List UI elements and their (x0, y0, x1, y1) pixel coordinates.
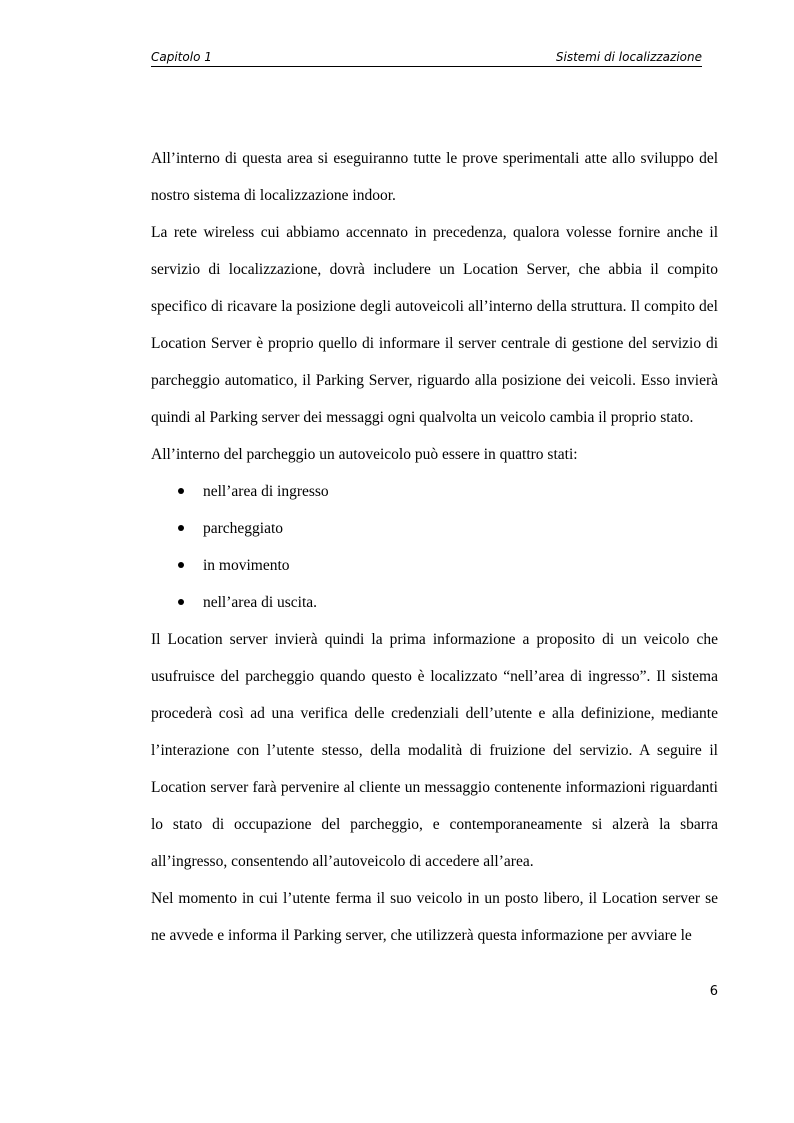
paragraph-4: Il Location server invierà quindi la prima informazione a proposito di un veicolo che usufruisce del parcheggio quando questo è localizzato “nell’area di ingresso”. Il sistema procederà così ad una verifica delle credenziali dell’utente e alla definizione, mediante l’interazione con l’utente stesso, della modalità di fruizione del servizio. A seguire il Location server farà pervenire al cliente un messaggio contenente informazioni riguardanti lo stato di occupazione del parcheggio, e contemporaneamente si alzerà la sbarra all’ingresso, consentendo all’autoveicolo di accedere all’area. (151, 631, 718, 870)
bullet-icon (178, 562, 184, 568)
running-header (151, 48, 702, 67)
list-item-text: nell’area di ingresso (203, 483, 329, 500)
bullet-icon (178, 525, 184, 531)
page-number: 6 (709, 984, 718, 999)
list-item (178, 547, 718, 584)
list-item-text: in movimento (203, 557, 290, 574)
list-item (178, 473, 718, 510)
body-text (151, 140, 718, 954)
list-item (178, 510, 718, 547)
bullet-icon (178, 599, 184, 605)
states-list (151, 473, 718, 621)
paragraph-3: All’interno del parcheggio un autoveicolo può essere in quattro stati: (151, 446, 578, 463)
paragraph-1: All’interno di questa area si eseguiranno tutte le prove sperimentali atte allo sviluppo del nostro sistema di localizzazione indoor. (151, 150, 718, 204)
chapter-label: Capitolo 1 (151, 50, 212, 64)
paragraph-2: La rete wireless cui abbiamo accennato in precedenza, qualora volesse fornire anche il servizio di localizzazione, dovrà includere un Location Server, che abbia il compito specifico di ricavare la posizione degli autoveicoli all’interno della struttura. Il compito del Location Server è proprio quello di informare il server centrale di gestione del servizio di parcheggio automatico, il Parking Server, riguardo alla posizione dei veicoli. Esso invierà quindi al Parking server dei messaggi ogni qualvolta un veicolo cambia il proprio stato. (151, 224, 718, 426)
section-label: Sistemi di localizzazione (555, 50, 702, 64)
list-item-text: nell’area di uscita. (203, 594, 318, 611)
list-item-text: parcheggiato (203, 520, 284, 537)
paragraph-5: Nel momento in cui l’utente ferma il suo veicolo in un posto libero, il Location server se ne avvede e informa il Parking server, che utilizzerà questa informazione per avviare le (151, 890, 718, 944)
bullet-icon (178, 488, 184, 494)
list-item (178, 584, 718, 621)
